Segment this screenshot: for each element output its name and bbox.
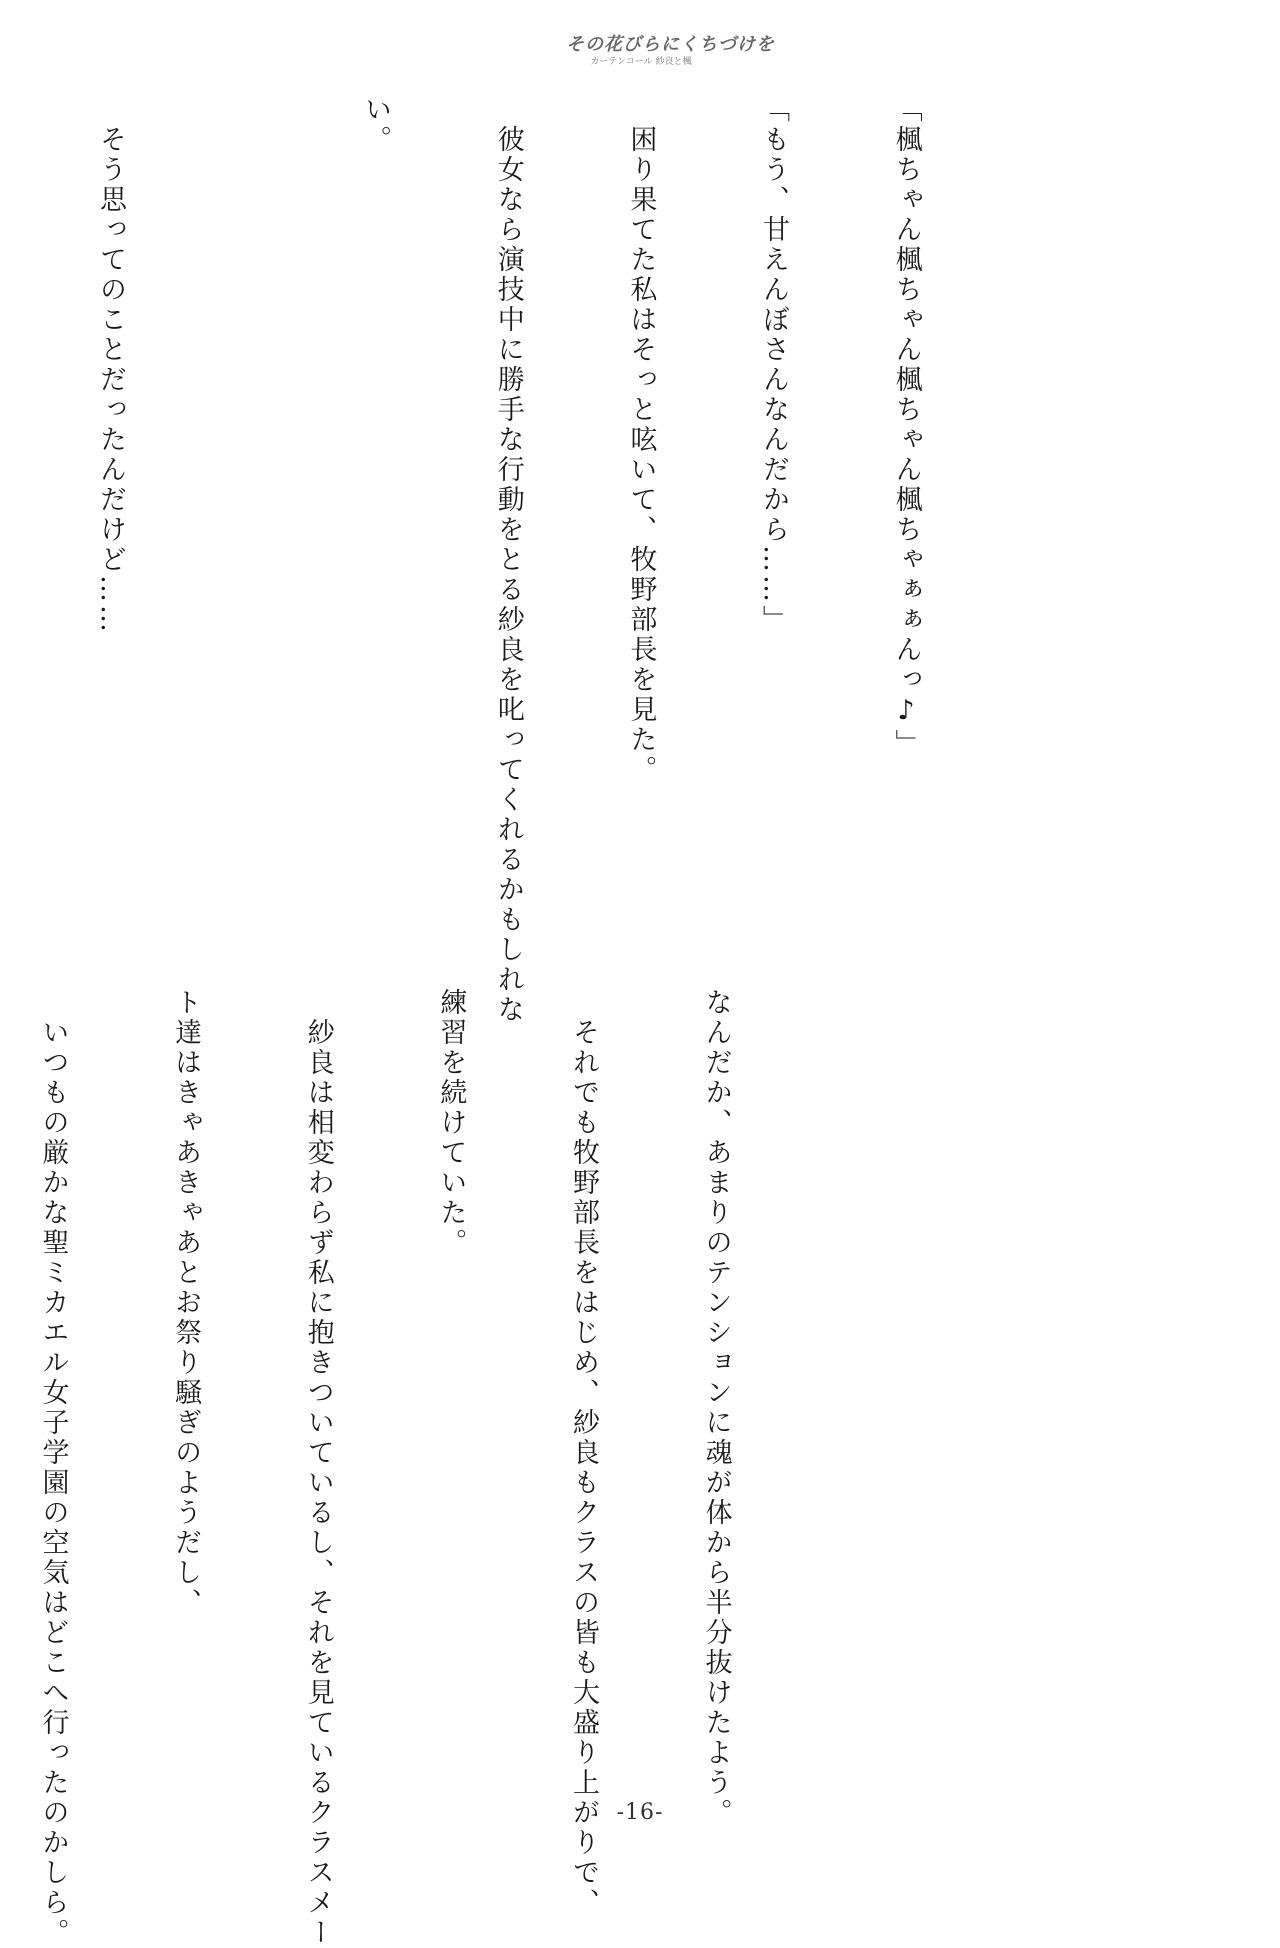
text-line: そう思ってのことだったんだけど……: [94, 95, 126, 635]
header-logo: [566, 34, 775, 74]
text-line: 「楓ちゃん楓ちゃん楓ちゃん楓ちゃぁぁんっ♪」: [890, 95, 922, 759]
text-line: い。: [360, 95, 392, 155]
logo-subtitle: カーテンコール 紗良と楓: [590, 57, 692, 67]
blank-line: [220, 95, 264, 935]
text-line: 彼女なら演技中に勝手な行動をとる紗良を叱ってくれるかもしれな: [492, 95, 524, 1025]
text-line: 紗良は相変わらず私に抱きついているし、それを見ているクラスメー: [302, 988, 334, 1948]
logo-title: その花びらにくちづけを: [566, 34, 775, 55]
text-line: いつもの厳かな聖ミカエル女子学園の空気はどこへ行ったのかしら。: [37, 988, 69, 1948]
text-line: なんだか、あまりのテンションに魂が体から半分抜けたよう。: [700, 988, 732, 1828]
text-line: 困り果てた私はそっと呟いて、牧野部長を見た。: [625, 95, 657, 785]
top-text-block: [0, 95, 1016, 1025]
text-line: それでも牧野部長をはじめ、紗良もクラスの皆も大盛り上がりで、: [567, 988, 599, 1918]
page-number: -16-: [616, 1800, 664, 1825]
text-line: 「もう、甘えんぼさんなんだから……」: [757, 95, 789, 635]
text-line: ト達はきゃあきゃあとお祭り騒ぎのようだし、: [170, 988, 202, 1618]
text-line: 練習を続けていた。: [435, 988, 467, 1258]
